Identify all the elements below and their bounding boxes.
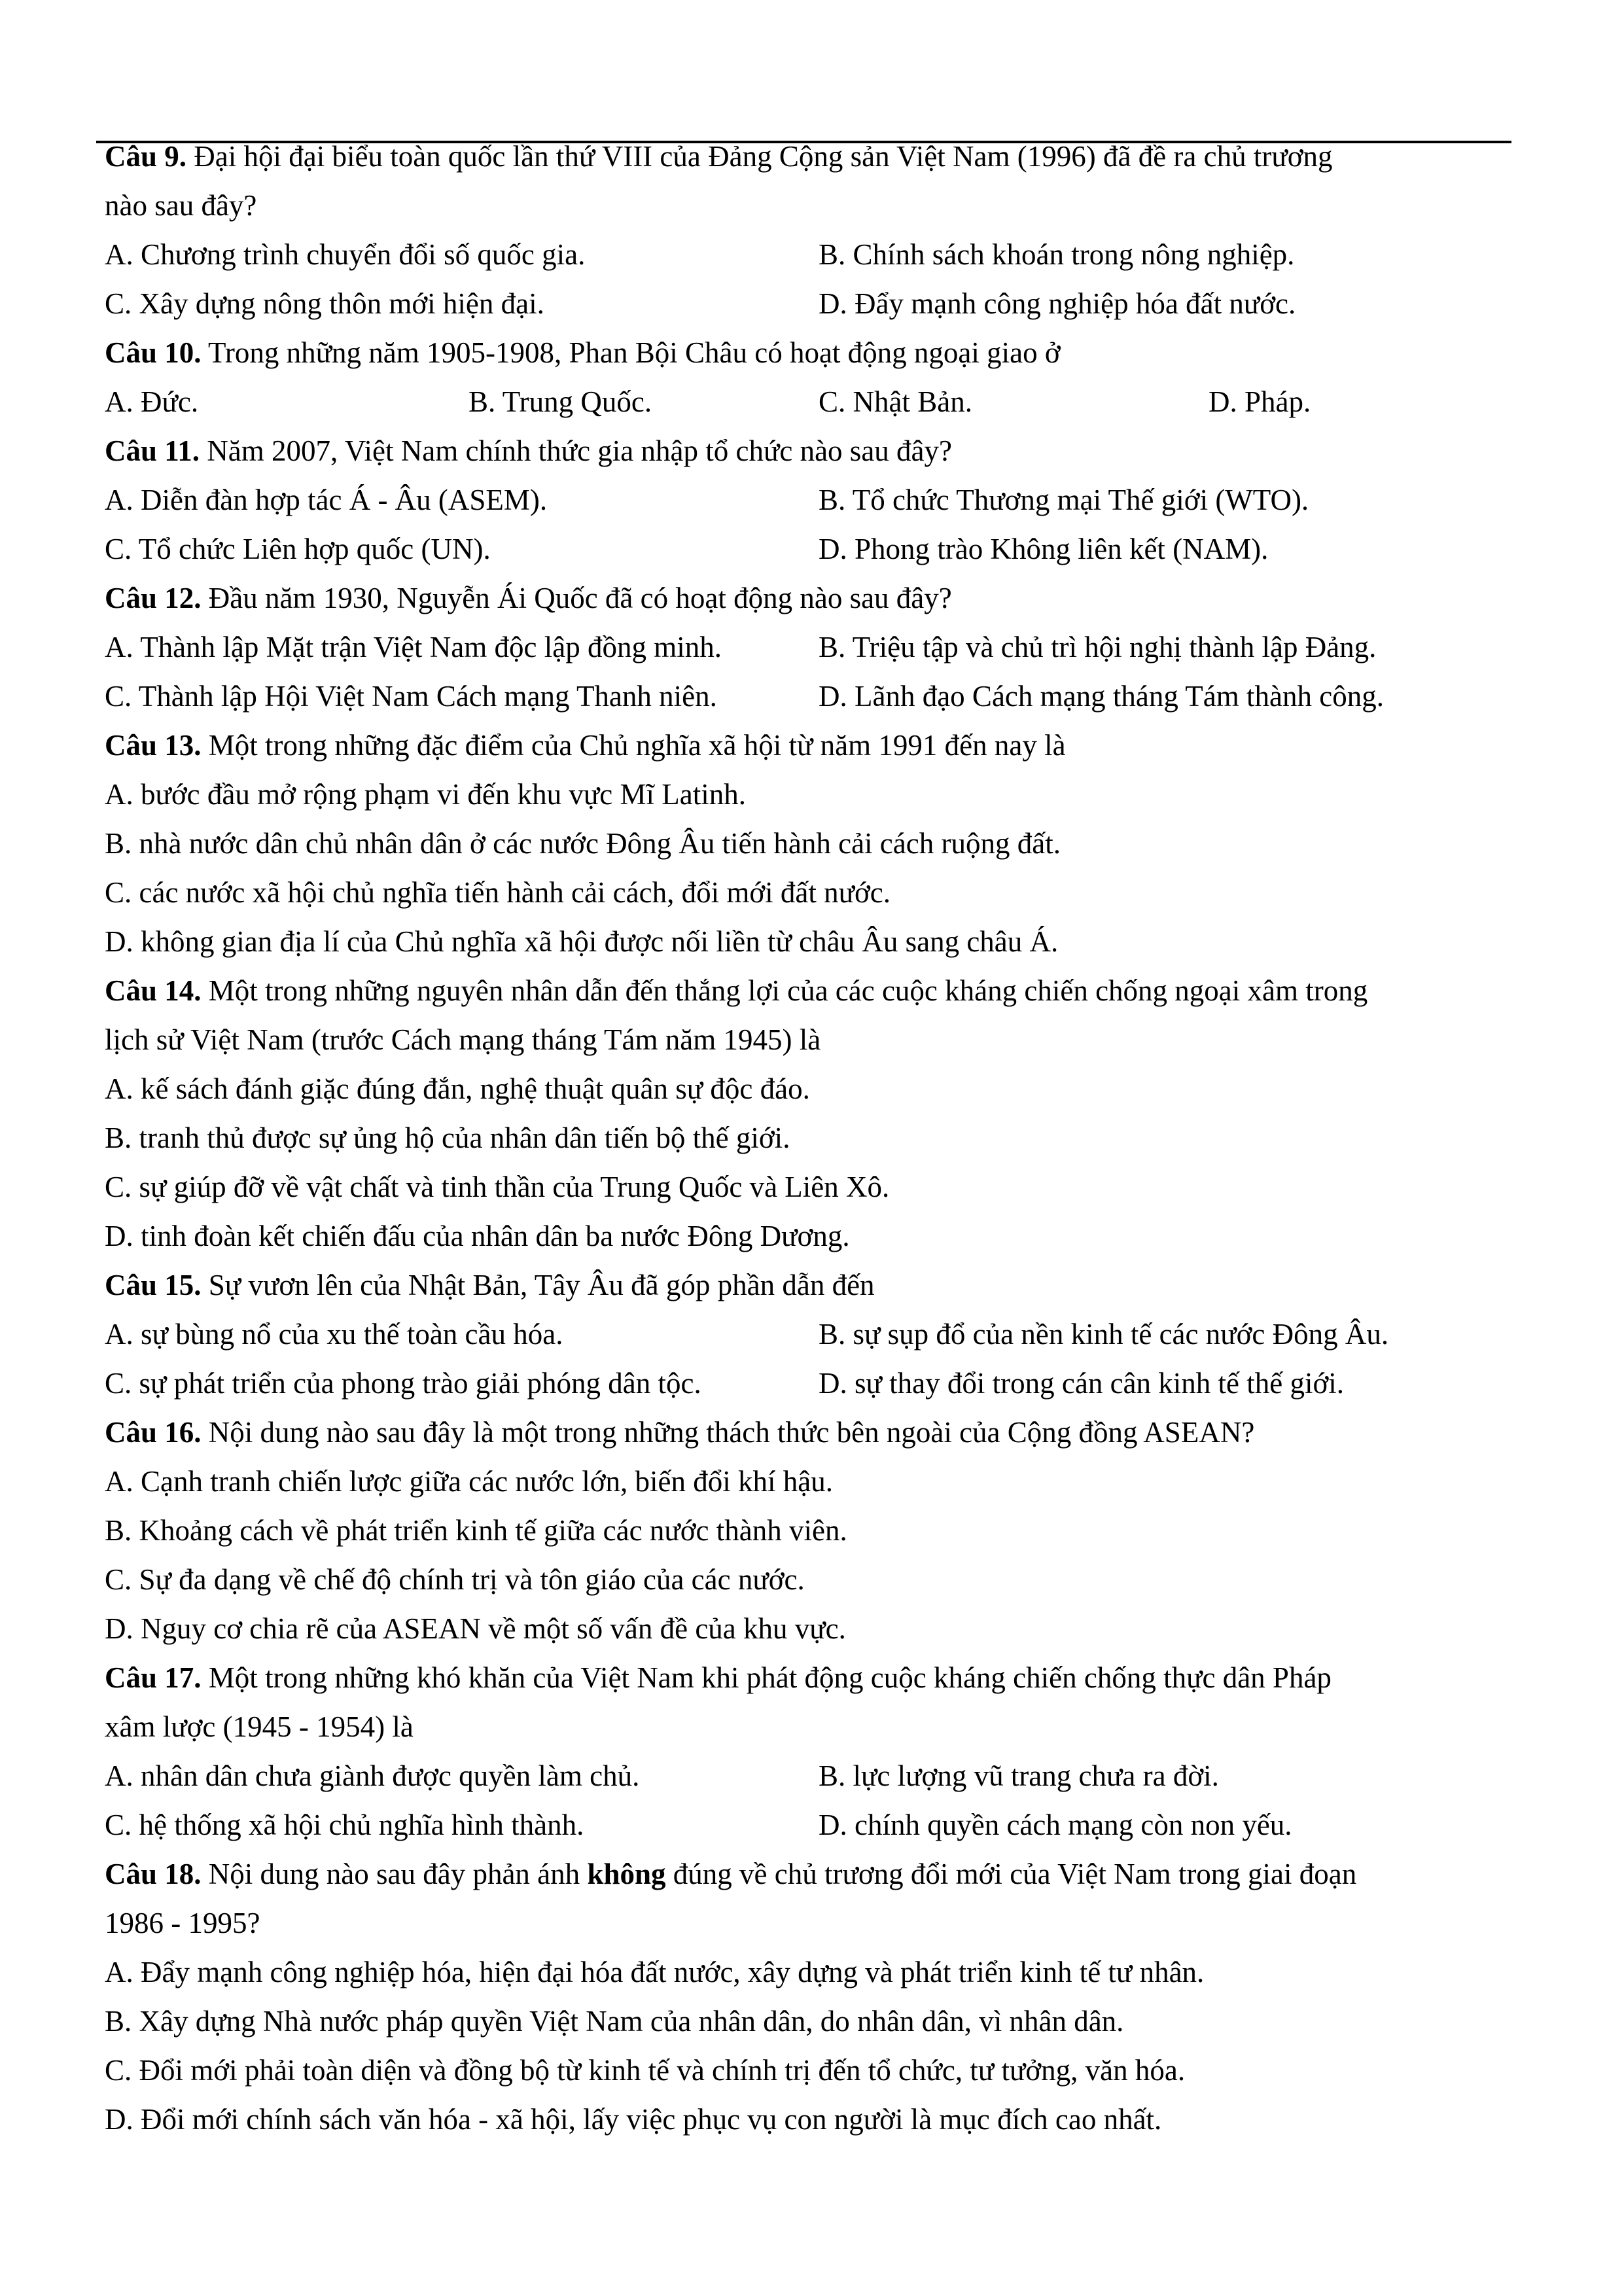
option-text: nhân dân chưa giành được quyền làm chủ. xyxy=(141,1759,640,1792)
question-number: Câu 10. xyxy=(105,336,202,369)
option-b xyxy=(819,230,1294,279)
options-row xyxy=(105,1801,1564,1850)
options-row xyxy=(105,230,1564,279)
option-a xyxy=(105,230,585,279)
option-label: A. xyxy=(105,631,133,663)
option-a xyxy=(105,1065,810,1114)
options-row xyxy=(105,819,1564,868)
stem-text: đúng về chủ trương đổi mới của Việt Nam trong giai đoạn xyxy=(665,1858,1357,1890)
option-text: nhà nước dân chủ nhân dân ở các nước Đông Âu tiến hành cải cách ruộng đất. xyxy=(139,827,1061,860)
question-stem-continued xyxy=(105,1016,1564,1065)
option-label: B. xyxy=(819,484,846,516)
option-text: Tổ chức Thương mại Thế giới (WTO). xyxy=(852,484,1309,516)
option-label: A. xyxy=(105,385,133,418)
option-label: D. xyxy=(1209,385,1237,418)
option-text: sự bùng nổ của xu thế toàn cầu hóa. xyxy=(141,1318,563,1351)
options-row xyxy=(105,868,1564,917)
option-label: C. xyxy=(819,385,846,418)
option-label: C. xyxy=(105,1367,132,1400)
question-number: Câu 12. xyxy=(105,582,202,614)
options-row xyxy=(105,1997,1564,2046)
option-text: Pháp. xyxy=(1244,385,1311,418)
option-c xyxy=(105,525,491,574)
option-text: Chương trình chuyển đổi số quốc gia. xyxy=(141,238,586,271)
option-b xyxy=(468,378,652,427)
option-label: A. xyxy=(105,238,133,271)
option-a xyxy=(105,1457,833,1506)
option-text: sự giúp đỡ về vật chất và tinh thần của Trung Quốc và Liên Xô. xyxy=(139,1171,890,1203)
question-number: Câu 17. xyxy=(105,1661,202,1694)
options-row xyxy=(105,1212,1564,1261)
option-label: C. xyxy=(105,1563,132,1596)
option-text: Diễn đàn hợp tác Á - Âu (ASEM). xyxy=(141,484,548,516)
option-label: C. xyxy=(105,1171,132,1203)
option-c xyxy=(819,378,972,427)
option-text: Lãnh đạo Cách mạng tháng Tám thành công. xyxy=(855,680,1384,713)
option-label: A. xyxy=(105,484,133,516)
option-text: Đổi mới phải toàn diện và đồng bộ từ kinh tế và chính trị đến tổ chức, tư tưởng, văn hóa. xyxy=(139,2054,1186,2087)
stem-text: Trong những năm 1905-1908, Phan Bội Châu có hoạt động ngoại giao ở xyxy=(207,336,1061,369)
option-label: B. xyxy=(105,827,132,860)
stem-text: Một trong những nguyên nhân dẫn đến thắng lợi của các cuộc kháng chiến chống ngoại xâm trong xyxy=(208,974,1368,1007)
option-label: D. xyxy=(819,1809,847,1841)
options-row xyxy=(105,672,1564,721)
question-stem xyxy=(105,721,1564,770)
questions-block xyxy=(105,132,1564,2174)
option-text: Nguy cơ chia rẽ của ASEAN về một số vấn đề của khu vực. xyxy=(141,1612,846,1645)
option-text: Trung Quốc. xyxy=(502,385,652,418)
option-text: bước đầu mở rộng phạm vi đến khu vực Mĩ Latinh. xyxy=(141,778,746,811)
options-row xyxy=(105,1310,1564,1359)
option-label: D. xyxy=(105,925,133,958)
options-row xyxy=(105,1752,1564,1801)
option-c xyxy=(105,2046,1185,2095)
question-stem xyxy=(105,427,1564,476)
option-text: sự thay đổi trong cán cân kinh tế thế giới. xyxy=(855,1367,1345,1400)
options-row xyxy=(105,1163,1564,1212)
question-number: Câu 18. xyxy=(105,1858,202,1890)
options-row xyxy=(105,1555,1564,1604)
question-stem xyxy=(105,328,1564,378)
option-a xyxy=(105,476,547,525)
option-text: Xây dựng Nhà nước pháp quyền Việt Nam của nhân dân, do nhân dân, vì nhân dân. xyxy=(139,2005,1124,2038)
question-stem-continued xyxy=(105,1899,1564,1948)
option-text: Triệu tập và chủ trì hội nghị thành lập Đảng. xyxy=(852,631,1377,663)
option-label: C. xyxy=(105,1809,132,1841)
option-a xyxy=(105,1310,563,1359)
option-label: B. xyxy=(819,1759,846,1792)
option-b xyxy=(819,623,1376,672)
option-d xyxy=(819,672,1384,721)
question-number: Câu 16. xyxy=(105,1416,202,1449)
stem-text: Một trong những đặc điểm của Chủ nghĩa xã hội từ năm 1991 đến nay là xyxy=(208,729,1066,762)
option-label: D. xyxy=(819,287,847,320)
options-row xyxy=(105,623,1564,672)
options-row xyxy=(105,1457,1564,1506)
option-label: C. xyxy=(105,876,132,909)
stem-text: 1986 - 1995? xyxy=(105,1907,260,1939)
option-b xyxy=(819,476,1309,525)
question-stem xyxy=(105,1653,1564,1703)
options-row xyxy=(105,2046,1564,2095)
option-label: D. xyxy=(819,680,847,713)
options-row xyxy=(105,917,1564,966)
option-text: Đẩy mạnh công nghiệp hóa đất nước. xyxy=(855,287,1296,320)
option-text: tranh thủ được sự ủng hộ của nhân dân tiến bộ thế giới. xyxy=(139,1122,790,1154)
stem-text: nào sau đây? xyxy=(105,189,257,222)
option-d xyxy=(105,1604,846,1653)
option-label: D. xyxy=(105,2103,133,2136)
options-row xyxy=(105,279,1564,328)
stem-text: Nội dung nào sau đây là một trong những thách thức bên ngoài của Cộng đồng ASEAN? xyxy=(208,1416,1255,1449)
option-a xyxy=(105,770,746,819)
options-row xyxy=(105,1948,1564,1997)
option-text: Thành lập Mặt trận Việt Nam độc lập đồng minh. xyxy=(140,631,722,663)
option-label: B. xyxy=(468,385,496,418)
option-text: Cạnh tranh chiến lược giữa các nước lớn, biến đổi khí hậu. xyxy=(141,1465,834,1498)
option-b xyxy=(819,1752,1219,1801)
options-row xyxy=(105,1359,1564,1408)
options-row xyxy=(105,1604,1564,1653)
option-c xyxy=(105,1163,889,1212)
option-b xyxy=(105,819,1061,868)
option-label: A. xyxy=(105,1318,133,1351)
question-stem xyxy=(105,574,1564,623)
option-text: Tổ chức Liên hợp quốc (UN). xyxy=(138,533,491,565)
option-text: chính quyền cách mạng còn non yếu. xyxy=(855,1809,1292,1841)
option-text: Sự đa dạng về chế độ chính trị và tôn giáo của các nước. xyxy=(139,1563,805,1596)
option-d xyxy=(819,1801,1292,1850)
stem-text: xâm lược (1945 - 1954) là xyxy=(105,1710,414,1743)
option-text: Xây dựng nông thôn mới hiện đại. xyxy=(139,287,544,320)
question-stem-continued xyxy=(105,1703,1564,1752)
question-stem xyxy=(105,1850,1564,1899)
options-row xyxy=(105,2095,1564,2144)
option-b xyxy=(105,1997,1123,2046)
question-stem xyxy=(105,966,1564,1016)
stem-text: Năm 2007, Việt Nam chính thức gia nhập tổ chức nào sau đây? xyxy=(207,434,952,467)
option-text: không gian địa lí của Chủ nghĩa xã hội được nối liền từ châu Âu sang châu Á. xyxy=(141,925,1059,958)
question-stem xyxy=(105,1261,1564,1310)
option-label: A. xyxy=(105,778,133,811)
option-text: sự sụp đổ của nền kinh tế các nước Đông Âu. xyxy=(853,1318,1389,1351)
options-row xyxy=(105,1065,1564,1114)
option-text: hệ thống xã hội chủ nghĩa hình thành. xyxy=(139,1809,584,1841)
option-b xyxy=(105,1114,790,1163)
option-label: A. xyxy=(105,1072,133,1105)
option-c xyxy=(105,672,717,721)
option-label: B. xyxy=(819,631,846,663)
option-label: D. xyxy=(105,1612,133,1645)
option-d xyxy=(819,525,1268,574)
option-d xyxy=(105,2095,1161,2144)
option-label: B. xyxy=(819,1318,846,1351)
options-row xyxy=(105,770,1564,819)
option-d xyxy=(105,917,1058,966)
option-b xyxy=(819,1310,1388,1359)
options-row xyxy=(105,476,1564,525)
question-number: Câu 11. xyxy=(105,434,200,467)
option-a xyxy=(105,378,198,427)
question-number: Câu 9. xyxy=(105,140,187,173)
question-stem-continued xyxy=(105,181,1564,230)
option-label: A. xyxy=(105,1759,133,1792)
options-row xyxy=(105,1114,1564,1163)
option-text: Đẩy mạnh công nghiệp hóa, hiện đại hóa đất nước, xây dựng và phát triển kinh tế tư nhân. xyxy=(141,1956,1205,1988)
option-label: B. xyxy=(105,1122,132,1154)
stem-text: Đầu năm 1930, Nguyễn Ái Quốc đã có hoạt động nào sau đây? xyxy=(208,582,952,614)
option-text: sự phát triển của phong trào giải phóng dân tộc. xyxy=(139,1367,701,1400)
options-row xyxy=(105,378,1564,427)
option-label: D. xyxy=(819,533,847,565)
question-stem xyxy=(105,132,1564,181)
option-label: B. xyxy=(819,238,846,271)
option-d xyxy=(819,1359,1344,1408)
option-text: Chính sách khoán trong nông nghiệp. xyxy=(853,238,1295,271)
option-label: B. xyxy=(105,2005,132,2038)
option-c xyxy=(105,868,891,917)
option-a xyxy=(105,1752,639,1801)
option-b xyxy=(105,1506,847,1555)
option-label: A. xyxy=(105,1465,133,1498)
stem-text: Sự vươn lên của Nhật Bản, Tây Âu đã góp phần dẫn đến xyxy=(208,1269,875,1301)
option-c xyxy=(105,1801,584,1850)
option-d xyxy=(819,279,1296,328)
stem-text: Đại hội đại biểu toàn quốc lần thứ VIII của Đảng Cộng sản Việt Nam (1996) đã đề ra chủ trương xyxy=(194,140,1333,173)
option-a xyxy=(105,623,722,672)
option-text: lực lượng vũ trang chưa ra đời. xyxy=(853,1759,1219,1792)
option-text: Đức. xyxy=(141,385,199,418)
option-label: C. xyxy=(105,287,132,320)
option-text: Đổi mới chính sách văn hóa - xã hội, lấy việc phục vụ con người là mục đích cao nhất. xyxy=(141,2103,1162,2136)
option-text: Khoảng cách về phát triển kinh tế giữa các nước thành viên. xyxy=(139,1514,847,1547)
options-row xyxy=(105,525,1564,574)
option-text: các nước xã hội chủ nghĩa tiến hành cải cách, đổi mới đất nước. xyxy=(139,876,891,909)
options-row xyxy=(105,1506,1564,1555)
option-a xyxy=(105,1948,1204,1997)
stem-text: lịch sử Việt Nam (trước Cách mạng tháng Tám năm 1945) là xyxy=(105,1023,821,1056)
question-number: Câu 13. xyxy=(105,729,202,762)
option-label: C. xyxy=(105,2054,132,2087)
option-text: tinh đoàn kết chiến đấu của nhân dân ba nước Đông Dương. xyxy=(141,1220,850,1252)
stem-text: không xyxy=(587,1858,666,1890)
option-label: D. xyxy=(819,1367,847,1400)
option-c xyxy=(105,1359,701,1408)
option-c xyxy=(105,279,544,328)
option-c xyxy=(105,1555,805,1604)
question-stem xyxy=(105,1408,1564,1457)
option-text: Nhật Bản. xyxy=(853,385,972,418)
stem-text: Một trong những khó khăn của Việt Nam khi phát động cuộc kháng chiến chống thực dân Pháp xyxy=(208,1661,1332,1694)
option-d xyxy=(1209,378,1311,427)
option-text: Thành lập Hội Việt Nam Cách mạng Thanh niên. xyxy=(138,680,717,713)
option-d xyxy=(105,1212,850,1261)
question-number: Câu 14. xyxy=(105,974,202,1007)
option-label: B. xyxy=(105,1514,132,1547)
option-text: Phong trào Không liên kết (NAM). xyxy=(855,533,1269,565)
option-label: D. xyxy=(105,1220,133,1252)
option-label: C. xyxy=(105,680,132,713)
question-number: Câu 15. xyxy=(105,1269,202,1301)
stem-text: Nội dung nào sau đây phản ánh xyxy=(208,1858,588,1890)
option-text: kế sách đánh giặc đúng đắn, nghệ thuật quân sự độc đáo. xyxy=(141,1072,810,1105)
option-label: C. xyxy=(105,533,132,565)
option-label: A. xyxy=(105,1956,133,1988)
